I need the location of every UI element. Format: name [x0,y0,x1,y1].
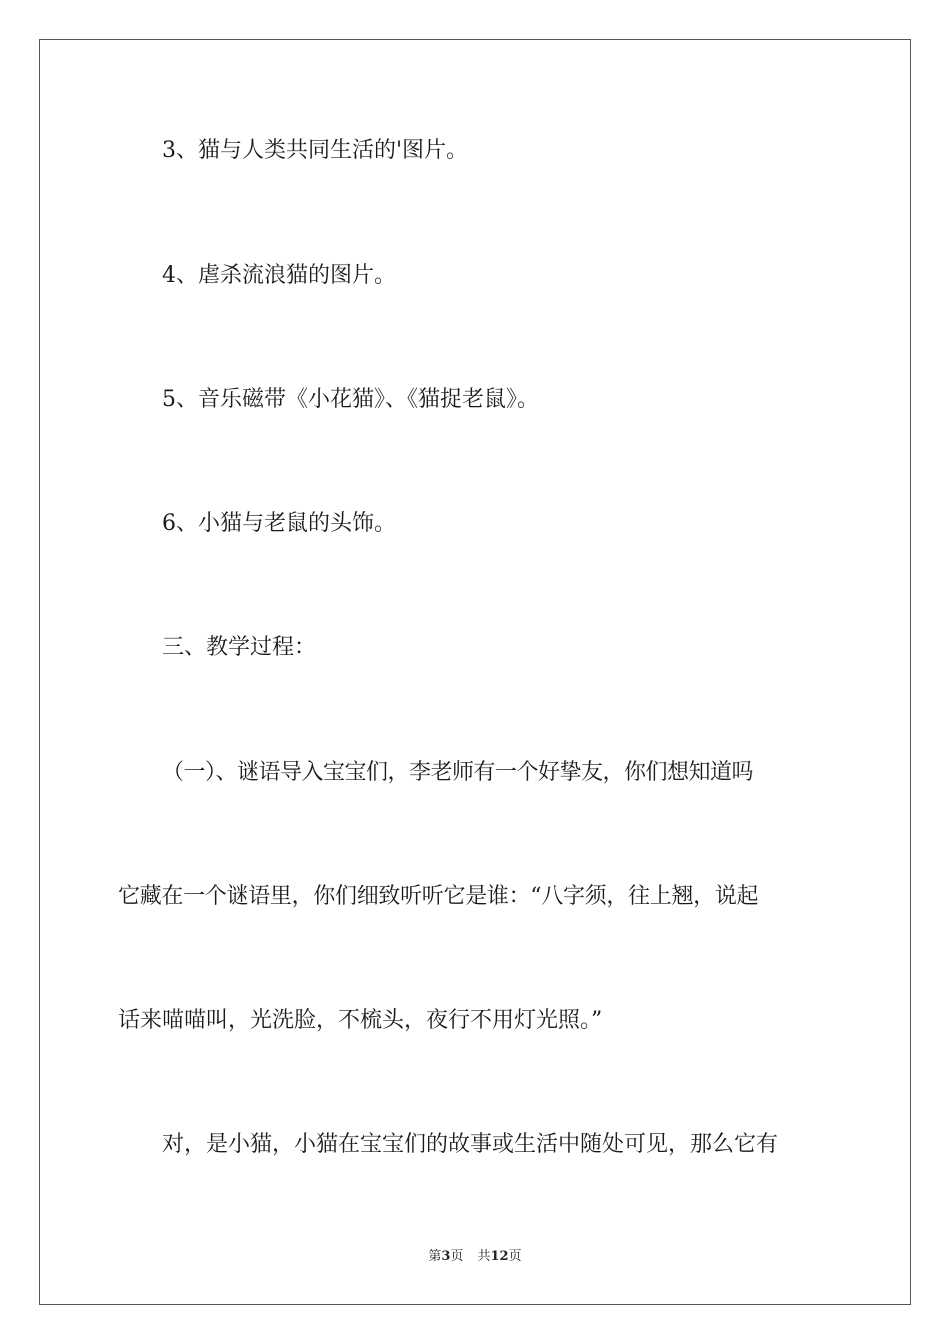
paragraph-line: （一）、谜语导入宝宝们，李老师有一个好挚友，你们想知道吗 [162,760,754,785]
paragraph-line: 话来喵喵叫，光洗脸，不梳头，夜行不用灯光照。” [118,1008,603,1033]
paragraph-line: 对，是小猫，小猫在宝宝们的故事或生活中随处可见，那么它有 [162,1132,779,1157]
total-pages: 12 [490,1249,509,1264]
list-item-4: 4、虐杀流浪猫的图片。 [162,263,396,288]
page-number: 3 [441,1249,451,1264]
page-prefix: 第 [428,1249,442,1264]
paragraph-line: 它藏在一个谜语里，你们细致听听它是谁：“八字须，往上翘，说起 [118,884,759,909]
section-heading: 三、教学过程： [162,635,317,660]
page-border [39,39,911,1305]
page-suffix: 页 [450,1249,464,1264]
page-footer [0,1249,950,1265]
list-item-5: 5、音乐磁带《小花猫》、《猫捉老鼠》。 [162,387,539,412]
list-item-6: 6、小猫与老鼠的头饰。 [162,511,396,536]
total-suffix: 页 [508,1249,522,1264]
list-item-3: 3、猫与人类共同生活的'图片。 [162,138,469,163]
total-prefix: 共 [477,1249,491,1264]
